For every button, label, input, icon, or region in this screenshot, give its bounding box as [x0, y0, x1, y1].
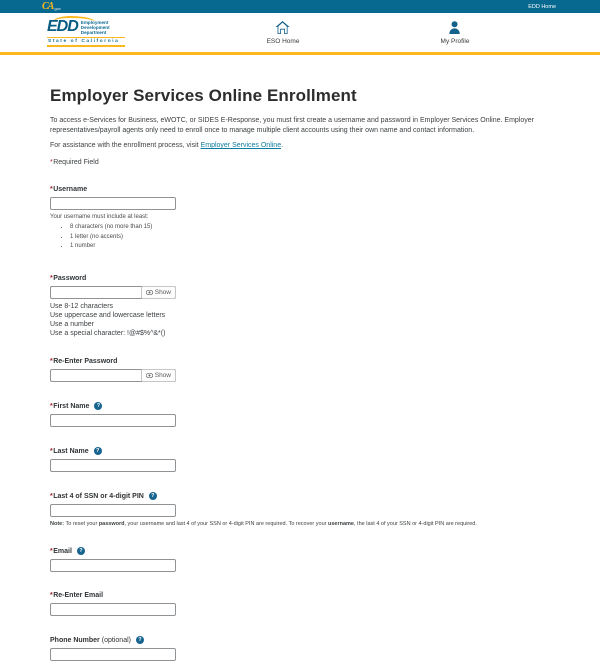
first-name-input[interactable]	[50, 414, 176, 427]
phone-label: Phone Number (optional) ?	[50, 636, 550, 644]
first-name-label: * First Name ?	[50, 402, 550, 410]
ssn-pin-input[interactable]	[50, 504, 176, 517]
intro-paragraph: To access e-Services for Business, eWOTC, or SIDES E-Response, you must first create a username and password in Employer Services Online. Employer representatives/payroll agents only need to enroll once to manage multiple client accounts using their own name and contact information.	[50, 117, 534, 134]
help-icon[interactable]: ?	[94, 447, 102, 455]
edd-home-link[interactable]: EDD Home	[528, 3, 556, 10]
eye-icon	[146, 290, 153, 295]
password-field-group	[50, 275, 550, 338]
last-name-label: * Last Name ?	[50, 447, 550, 455]
phone-field-group	[50, 636, 550, 661]
reenter-password-field-group	[50, 358, 550, 382]
help-icon[interactable]: ?	[149, 492, 157, 500]
password-show-button[interactable]: Show	[141, 286, 176, 299]
home-icon	[276, 20, 290, 34]
reenter-email-label: * Re-Enter Email	[50, 592, 104, 599]
ca-gov-logo-text: CA	[42, 0, 54, 12]
ca-gov-logo-suffix: gov	[54, 6, 61, 11]
edd-logo-state-text: State of California	[47, 37, 125, 47]
nav-my-profile[interactable]	[441, 20, 470, 45]
edd-logo-text: EDD	[47, 18, 78, 35]
employer-services-online-link[interactable]: Employer Services Online	[200, 142, 282, 149]
ssn-pin-field-group	[50, 492, 550, 527]
last-name-input[interactable]	[50, 459, 176, 472]
help-icon[interactable]: ?	[77, 547, 85, 555]
nav-my-profile-label: My Profile	[440, 38, 470, 45]
required-field-note: *Required Field	[50, 159, 99, 166]
edd-logo[interactable]	[47, 16, 125, 47]
username-requirement: • 1 letter (no accents)	[70, 234, 550, 240]
reenter-email-input[interactable]	[50, 603, 176, 616]
reenter-password-show-button[interactable]: Show	[141, 369, 176, 382]
assistance-line: For assistance with the enrollment process, visit Employer Services Online.	[50, 142, 284, 149]
utility-bar	[0, 0, 600, 13]
site-header	[0, 13, 600, 52]
reenter-password-label: * Re-Enter Password	[50, 358, 118, 365]
main-content	[0, 55, 600, 661]
first-name-field-group	[50, 402, 550, 427]
ca-gov-logo[interactable]	[42, 2, 61, 12]
username-requirement: • 1 number	[70, 243, 550, 249]
person-icon	[449, 20, 461, 34]
username-label: * Username	[50, 186, 88, 193]
help-icon[interactable]: ?	[94, 402, 102, 410]
username-requirement: • 8 characters (no more than 15)	[70, 224, 550, 230]
email-field-group	[50, 547, 550, 572]
help-icon[interactable]: ?	[136, 636, 144, 644]
username-input[interactable]	[50, 197, 176, 210]
ssn-pin-label: * Last 4 of SSN or 4-digit PIN ?	[50, 492, 550, 500]
eye-icon	[146, 373, 153, 378]
username-hint: Your username must include at least:	[50, 214, 149, 220]
edd-logo-department-lines: Employment Development Department	[80, 20, 110, 36]
username-requirements-list	[50, 224, 550, 249]
nav-eso-home-label: ESO Home	[266, 38, 300, 45]
last-name-field-group	[50, 447, 550, 472]
nav-eso-home[interactable]	[267, 20, 300, 45]
password-label: * Password	[50, 275, 87, 282]
username-field-group	[50, 186, 550, 249]
page-title: Employer Services Online Enrollment	[50, 86, 357, 105]
email-label: * Email ?	[50, 547, 550, 555]
password-requirements: Use 8-12 characters Use uppercase and lowercase letters Use a number Use a special character: !@#$%^&*()	[50, 303, 166, 337]
phone-input[interactable]	[50, 648, 176, 661]
ssn-pin-note: Note: To reset your password, your username and last 4 of your SSN or 4-digit PIN are required. To recover your username, the last 4 of your SSN or 4-digit PIN are required.	[50, 521, 477, 527]
reenter-email-field-group	[50, 592, 550, 616]
email-input[interactable]	[50, 559, 176, 572]
